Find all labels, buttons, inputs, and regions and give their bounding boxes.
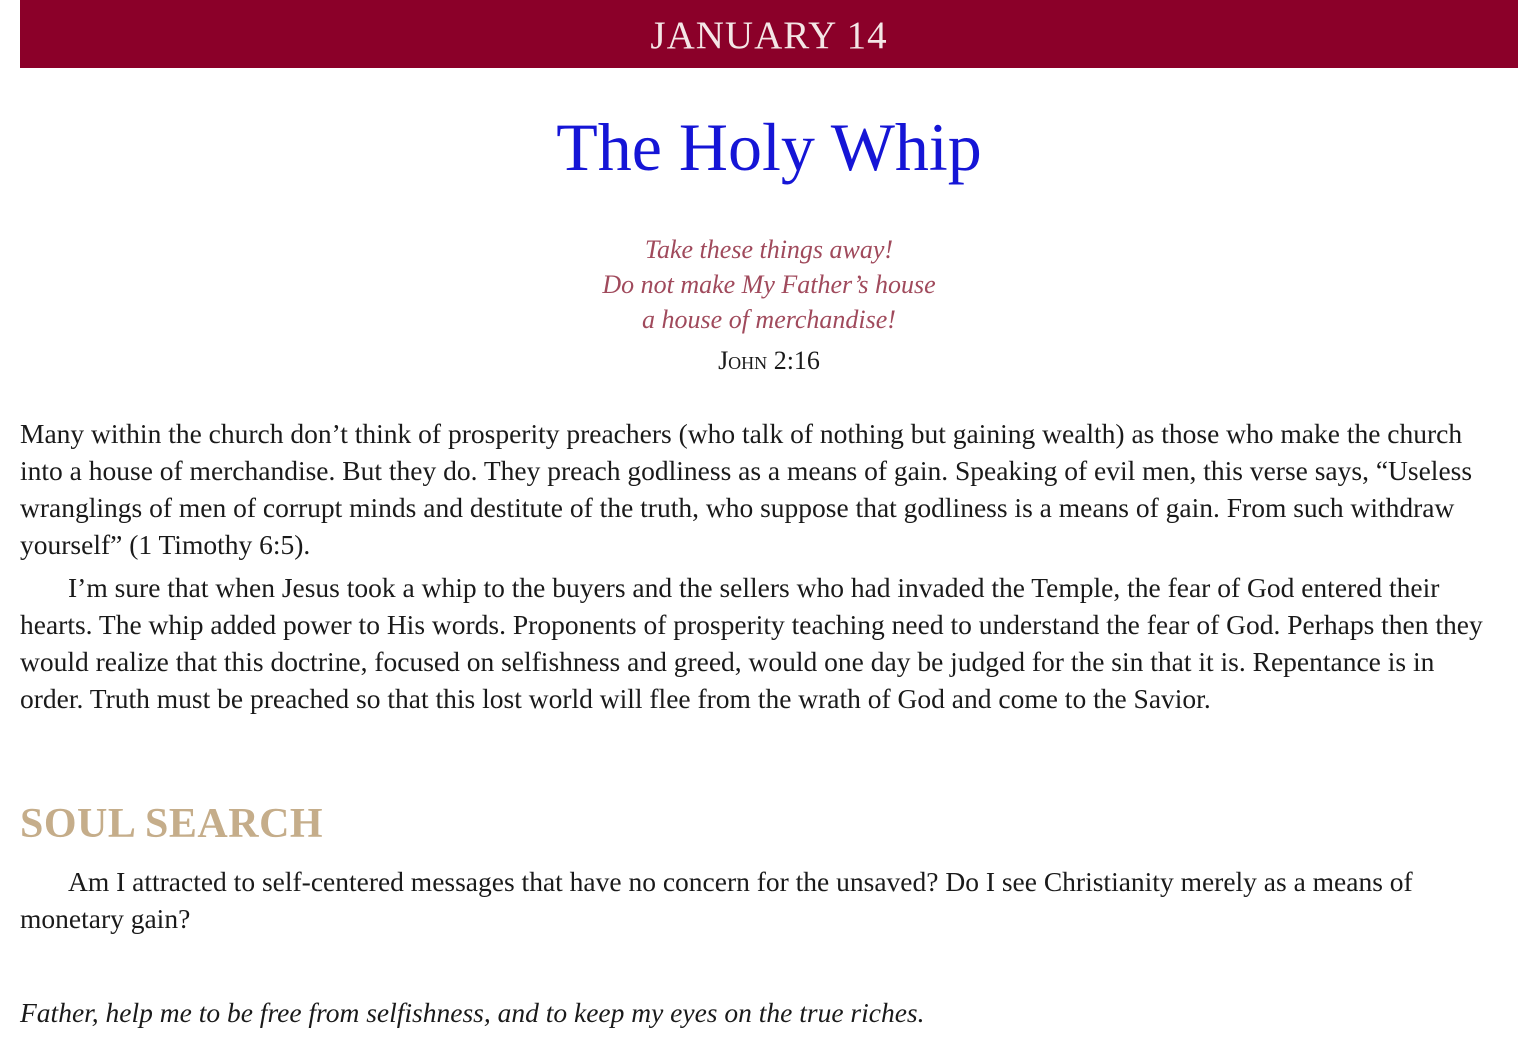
page-title: The Holy Whip bbox=[556, 109, 982, 185]
date-banner bbox=[20, 0, 1518, 68]
verse-line: a house of merchandise! bbox=[642, 305, 896, 334]
soul-search-text: Am I attracted to self-centered messages that have no concern for the unsaved? Do I see Christianity merely as a means of monetary gain? bbox=[20, 866, 1413, 934]
scripture-verse bbox=[20, 232, 1518, 337]
reference-book: John bbox=[718, 346, 768, 375]
verse-line: Do not make My Father’s house bbox=[602, 270, 936, 299]
verse-reference bbox=[20, 344, 1518, 378]
reference-chapter-verse: 2:16 bbox=[773, 346, 820, 375]
body-paragraph: Many within the church don’t think of prosperity preachers (who talk of nothing but gaining wealth) as those who make the church into a house of merchandise. But they do. They preach godliness as a means of gain. Speaking of evil men, this verse says, “Useless wranglings of men of corrupt minds and destitute of the truth, who suppose that godliness is a means of gain. From such withdraw yourself” (1 Timothy 6:5). bbox=[20, 418, 1473, 560]
body-paragraph: I’m sure that when Jesus took a whip to the buyers and the sellers who had invaded the Temple, the fear of God entered their hearts. The whip added power to His words. Proponents of prosperity teaching need to understand the fear of God. Perhaps then they would realize that this doctrine, focused on selfishness and greed, would one day be judged for the sin that it is. Repentance is in order. Truth must be preached so that this lost world will flee from the wrath of God and come to the Savior. bbox=[20, 572, 1483, 714]
verse-line: Take these things away! bbox=[644, 235, 894, 264]
soul-search-heading: SOUL SEARCH bbox=[20, 801, 324, 847]
date-label: JANUARY 14 bbox=[650, 14, 888, 57]
closing-prayer: Father, help me to be free from selfishness, and to keep my eyes on the true riches. bbox=[20, 997, 925, 1028]
